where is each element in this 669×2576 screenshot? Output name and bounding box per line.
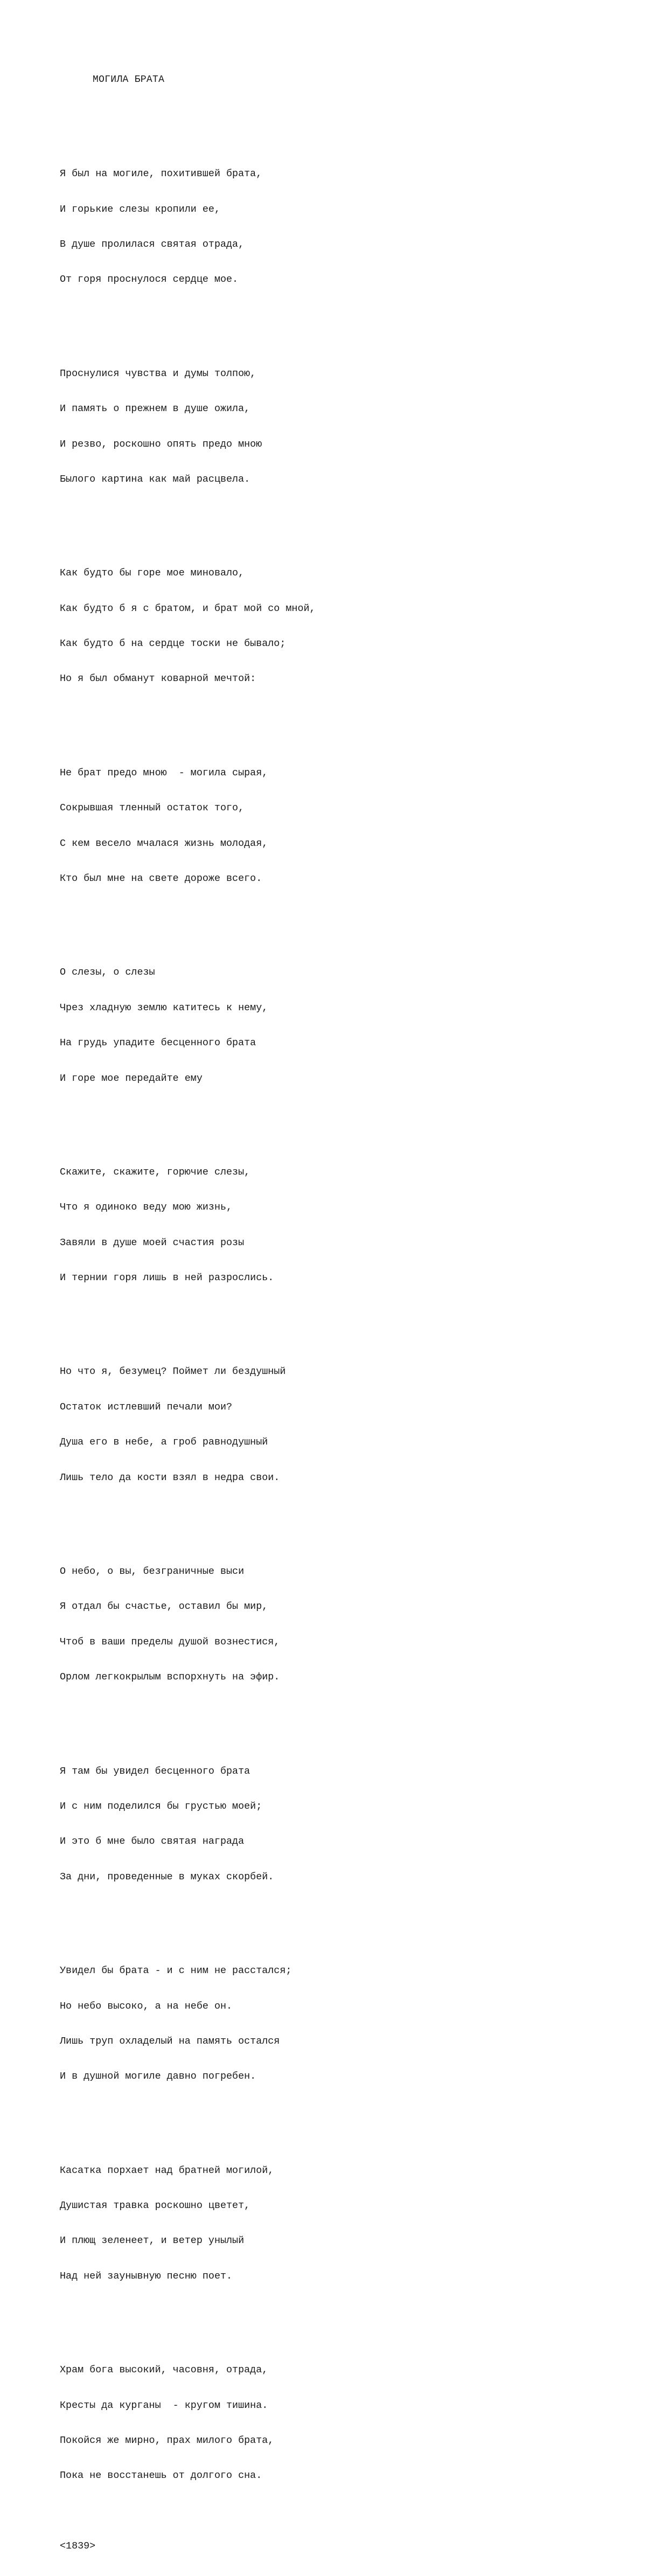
poem-line: Кто был мне на свете дороже всего.	[60, 873, 262, 884]
poem-line: Увидел бы брата - и с ним не расстался;	[60, 1965, 292, 1977]
stanza	[60, 145, 316, 309]
stanza	[60, 344, 316, 509]
poem-line: Не брат предо мною - могила сырая,	[60, 767, 268, 779]
poem-line: И это б мне было святая награда	[60, 1836, 245, 1848]
stanza	[60, 1343, 316, 1507]
poem-line: Лишь тело да кости взял в недра свои.	[60, 1471, 280, 1483]
poem-line: Душистая травка роскошно цветет,	[60, 2200, 250, 2212]
stanza	[60, 1942, 316, 2106]
poem-date: <1839>	[60, 2540, 96, 2552]
stanza	[60, 943, 316, 1108]
poem-line: Но что я, безумец? Поймет ли бездушный	[60, 1366, 286, 1378]
poem-line: Что я одиноко веду мою жизнь,	[60, 1202, 233, 1213]
poem-line: Сокрывшая тленный остаток того,	[60, 802, 245, 814]
poem-line: Касатка порхает над братней могилой,	[60, 2164, 274, 2176]
poem-line: Чтоб в ваши пределы душой вознестися,	[60, 1636, 280, 1648]
poem-line: Храм бога высокий, часовня, отрада,	[60, 2364, 268, 2376]
poem-line: Лишь труп охладелый на память остался	[60, 2035, 280, 2047]
poem-line: Остаток истлевший печали мои?	[60, 1401, 233, 1413]
poem-line: Проснулися чувства и думы толпою,	[60, 367, 256, 379]
poem-line: Орлом легкокрылым вспорхнуть на эфир.	[60, 1671, 280, 1683]
stanza	[60, 544, 316, 709]
poem-line: Завяли в душе моей счастия розы	[60, 1237, 245, 1248]
poem-line: И горькие слезы кропили ее,	[60, 203, 220, 215]
poem-line: Над ней заунывную песню поет.	[60, 2270, 233, 2282]
poem-line: И память о прежнем в душе ожила,	[60, 403, 250, 415]
poem-line: Скажите, скажите, горючие слезы,	[60, 1166, 250, 1178]
stanza	[60, 1143, 316, 1307]
poem-line: Кресты да курганы - кругом тишина.	[60, 2399, 268, 2411]
poem-line: Как будто б на сердце тоски не бывало;	[60, 638, 286, 650]
poem-line: С кем весело мчалася жизнь молодая,	[60, 837, 268, 849]
poem-line: И горе мое передайте ему	[60, 1072, 203, 1084]
poem-line: И с ним поделился бы грустью моей;	[60, 1800, 262, 1812]
stanza	[60, 2341, 316, 2505]
poem-line: О слезы, о слезы	[60, 967, 155, 978]
poem-body	[60, 121, 316, 2576]
poem-line: Былого картина как май расцвела.	[60, 473, 250, 485]
stanza	[60, 1742, 316, 1906]
poem-title: МОГИЛА БРАТА	[93, 74, 165, 85]
poem-line: И резво, роскошно опять предо мною	[60, 438, 262, 450]
stanza	[60, 1542, 316, 1706]
poem-line: И плющ зеленеет, и ветер унылый	[60, 2235, 245, 2247]
poem-line: И тернии горя лишь в ней разрослись.	[60, 1272, 274, 1284]
poem-line: Как будто бы горе мое миновало,	[60, 567, 245, 579]
poem-line: Но небо высоко, а на небе он.	[60, 2000, 233, 2012]
poem-line: Но я был обманут коварной мечтой:	[60, 673, 256, 685]
poem-line: О небо, о вы, безграничные выси	[60, 1566, 245, 1578]
poem-line: Я там бы увидел бесценного брата	[60, 1765, 250, 1777]
poem-line: От горя проснулося сердце мое.	[60, 274, 239, 286]
poem-line: И в душной могиле давно погребен.	[60, 2071, 256, 2082]
poem-line: Я отдал бы счастье, оставил бы мир,	[60, 1601, 268, 1613]
poem-line: За дни, проведенные в муках скорбей.	[60, 1871, 274, 1883]
poem-line: На грудь упадите бесценного брата	[60, 1037, 256, 1049]
poem-line: Я был на могиле, похитившей брата,	[60, 168, 262, 180]
stanza	[60, 744, 316, 908]
poem-line: Чрез хладную землю катитесь к нему,	[60, 1002, 268, 1013]
poem-line: Как будто б я с братом, и брат мой со мной,	[60, 602, 316, 614]
poem-line: Покойся же мирно, прах милого брата,	[60, 2434, 274, 2446]
stanza	[60, 2141, 316, 2306]
poem-line: В душе пролилася святая отрада,	[60, 238, 245, 250]
poem-line: Пока не восстанешь от долгого сна.	[60, 2470, 262, 2482]
poem-line: Душа его в небе, а гроб равнодушный	[60, 1436, 268, 1448]
